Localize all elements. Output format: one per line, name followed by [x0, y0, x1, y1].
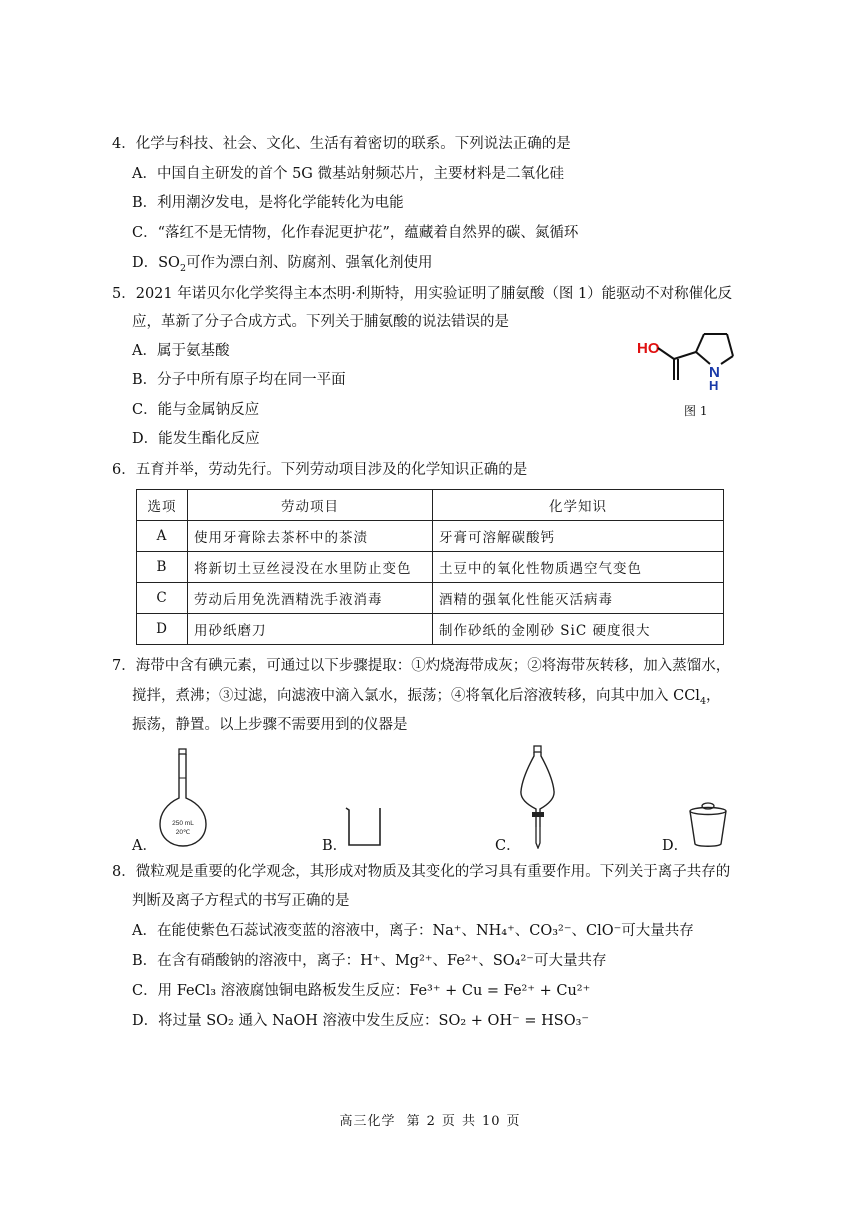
table-cell: 劳动后用免洗酒精洗手液消毒 [188, 583, 433, 614]
table-cell: 牙膏可溶解碳酸钙 [433, 521, 724, 552]
q4-option-c: C．“落红不是无情物，化作春泥更护花”，蕴藏着自然界的碳、氮循环 [132, 225, 579, 241]
beaker-icon [344, 806, 384, 848]
table-cell: D [137, 614, 188, 645]
table-cell: 使用牙膏除去茶杯中的茶渍 [188, 521, 433, 552]
table-cell: 用砂纸磨刀 [188, 614, 433, 645]
q4-option-a: A．中国自主研发的首个 5G 微基站射频芯片，主要材料是二氧化硅 [132, 166, 564, 182]
q5-option-b: B．分子中所有原子均在同一平面 [132, 372, 346, 388]
footer-page-unit: 页 [441, 1114, 456, 1129]
q7-stem-line3: 振荡，静置。以上步骤不需要用到的仪器是 [132, 717, 408, 733]
q8-option-b: B．在含有硝酸钠的溶液中，离子：H⁺、Mg²⁺、Fe²⁺、SO₄²⁻可大量共存 [132, 953, 607, 969]
flask-capacity-label: 250 mL [172, 820, 194, 827]
footer-total-unit: 页 [506, 1114, 521, 1129]
q7-stem-line1: 7．海带中含有碘元素，可通过以下步骤提取：①灼烧海带成灰；②将海带灰转移，加入蒸馏水， [112, 658, 731, 674]
amine-h-label: H [709, 378, 719, 393]
volumetric-flask-icon [158, 748, 214, 848]
q8-option-c: C．用 FeCl₃ 溶液腐蚀铜电路板发生反应：Fe³⁺ + Cu = Fe²⁺ + Cu²⁺ [132, 983, 591, 999]
header-labor-item: 劳动项目 [188, 490, 433, 521]
q5-option-c: C．能与金属钠反应 [132, 402, 260, 418]
q6-stem: 6．五育并举，劳动先行。下列劳动项目涉及的化学知识正确的是 [112, 462, 528, 478]
q7-option-d-label: D． [662, 838, 689, 854]
q8-stem-line2: 判断及离子方程式的书写正确的是 [132, 893, 350, 909]
header-chem-knowledge: 化学知识 [433, 490, 724, 521]
q4-option-b: B．利用潮汐发电，是将化学能转化为电能 [132, 195, 404, 211]
separatory-funnel-icon [518, 745, 558, 849]
table-row [137, 552, 724, 583]
q5-option-d: D．能发生酯化反应 [132, 431, 260, 447]
q4-stem: 4．化学与科技、社会、文化、生活有着密切的联系。下列说法正确的是 [112, 136, 571, 152]
table-cell: 土豆中的氧化性物质遇空气变色 [433, 552, 724, 583]
q7-option-c-label: C． [495, 838, 521, 854]
q5-stem-line2: 应，革新了分子合成方式。下列关于脯氨酸的说法错误的是 [132, 314, 509, 330]
footer-page-prefix: 第 [406, 1114, 421, 1129]
header-option: 选项 [137, 490, 188, 521]
q5-stem-line1: 5．2021 年诺贝尔化学奖得主本杰明·利斯特，用实验证明了脯氨酸（图 1）能驱动不对称催化反 [112, 286, 733, 302]
table-cell: C [137, 583, 188, 614]
q8-stem-line1: 8．微粒观是重要的化学观念，其形成对物质及其变化的学习具有重要作用。下列关于离子共存的 [112, 864, 731, 880]
table-cell: 酒精的强氧化性能灭活病毒 [433, 583, 724, 614]
amine-n-label: N [709, 364, 720, 381]
hydroxyl-label: HO [637, 340, 660, 357]
proline-structure-figure [630, 326, 760, 394]
table-row [137, 614, 724, 645]
q8-option-d: D．将过量 SO₂ 通入 NaOH 溶液中发生反应：SO₂ + OH⁻ = HSO₃⁻ [132, 1013, 590, 1029]
q7-option-a-label: A． [132, 838, 157, 854]
q7-stem-line2: 搅拌，煮沸；③过滤，向滤液中滴入氯水，振荡；④将氧化后溶液转移，向其中加入 CCl$_4$， [132, 688, 721, 707]
footer-total-pages: 10 [481, 1114, 501, 1129]
crucible-icon [686, 800, 730, 848]
page-footer [0, 1110, 860, 1129]
table-header-row [137, 490, 724, 521]
q5-option-a: A．属于氨基酸 [132, 343, 230, 359]
table-cell: 制作砂纸的金刚砂 SiC 硬度很大 [433, 614, 724, 645]
labor-knowledge-table [136, 489, 724, 645]
table-row [137, 583, 724, 614]
table-cell: B [137, 552, 188, 583]
footer-total-prefix: 共 [461, 1114, 476, 1129]
footer-subject: 高三化学 [339, 1114, 396, 1129]
flask-temperature-label: 20℃ [175, 829, 191, 836]
q8-option-a: A．在能使紫色石蕊试液变蓝的溶液中，离子：Na⁺、NH₄⁺、CO₃²⁻、ClO⁻可大量共存 [132, 923, 694, 939]
table-row [137, 521, 724, 552]
q4-option-d: D．$SO_2$可作为漂白剂、防腐剂、强氧化剂使用 [132, 255, 433, 274]
figure-1-caption: 图 1 [684, 404, 708, 418]
footer-page-number: 2 [426, 1114, 436, 1129]
table-cell: 将新切土豆丝浸没在水里防止变色 [188, 552, 433, 583]
q7-option-b-label: B． [322, 838, 348, 854]
table-cell: A [137, 521, 188, 552]
